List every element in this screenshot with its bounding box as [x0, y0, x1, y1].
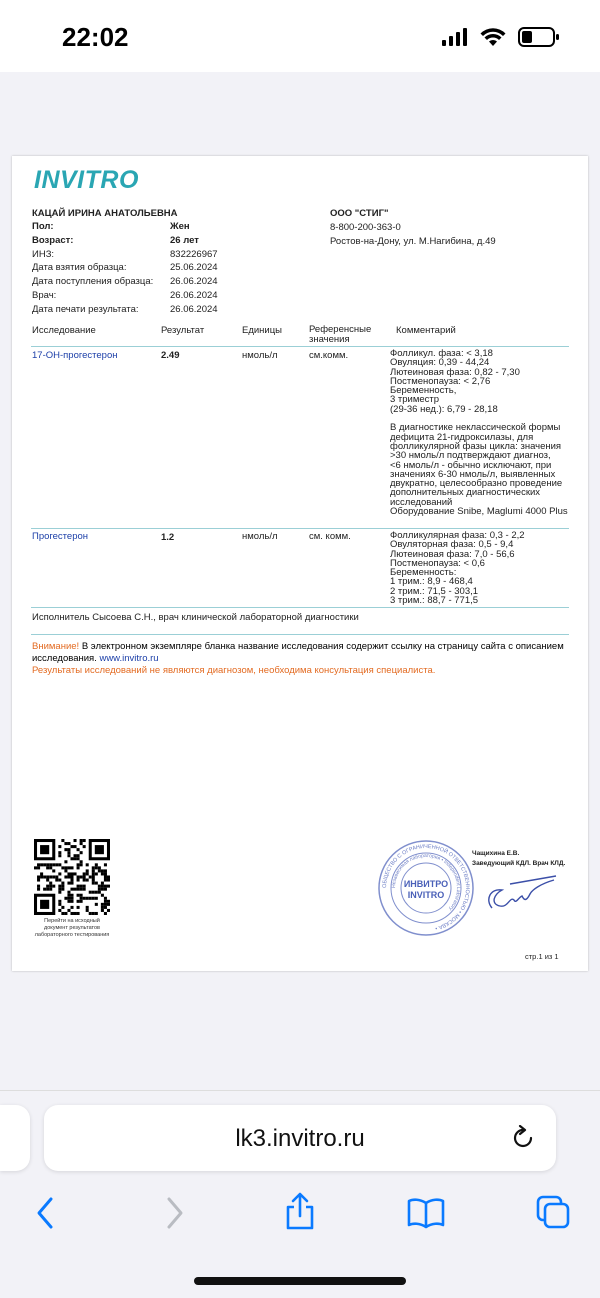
wifi-icon	[480, 28, 506, 47]
patient-values	[170, 221, 218, 318]
address-bar[interactable]	[44, 1105, 556, 1171]
svg-text:ОБЩЕСТВО С ОГРАНИЧЕННОЙ ОТВЕТС: ОБЩЕСТВО С ОГРАНИЧЕННОЙ ОТВЕТСТВЕННОСТЬЮ • МОСКВА •	[381, 843, 471, 931]
lab-result-document	[12, 156, 588, 971]
header-study: Исследование	[32, 325, 96, 336]
header-divider	[31, 346, 569, 347]
share-icon[interactable]	[284, 1191, 316, 1231]
battery-icon	[518, 27, 560, 47]
header-reference: Референсные значения	[309, 324, 372, 345]
url-text: lk3.invitro.ru	[235, 1125, 365, 1152]
patient-field-label: Возраст:	[32, 234, 74, 246]
org-address: Ростов-на-Дону, ул. М.Нагибина, д.49	[330, 236, 496, 247]
previous-tab-card[interactable]	[0, 1105, 30, 1171]
qr-code-icon[interactable]	[34, 839, 110, 915]
disclaimer-text: Результаты исследований не являются диагнозом, необходима консультация специалиста.	[32, 665, 436, 676]
patient-field-label: Дата поступления образца:	[32, 276, 154, 288]
result-value: 1.2	[161, 532, 175, 543]
row-divider	[31, 528, 569, 529]
patient-field-value: 26.06.2024	[170, 289, 218, 301]
section-divider	[31, 634, 569, 635]
bookmarks-icon[interactable]	[406, 1197, 446, 1229]
patient-field-value: 26.06.2024	[170, 276, 218, 288]
reference-value: см.комм.	[309, 350, 349, 361]
patient-field-value: 25.06.2024	[170, 262, 218, 274]
status-bar	[0, 0, 600, 72]
reference-value: см. комм.	[309, 531, 351, 542]
result-value: 2.49	[161, 350, 180, 361]
org-name: ООО "СТИГ"	[330, 208, 389, 219]
patient-field-value: 26 лет	[170, 234, 199, 246]
study-link-progesterone[interactable]: Прогестерон	[32, 531, 89, 542]
signer-name: Чащихина Е.В.	[472, 850, 520, 857]
svg-text:ИНВИТРО: ИНВИТРО	[403, 879, 449, 889]
signature-icon	[480, 870, 560, 920]
patient-fields	[32, 221, 153, 318]
attention-text: В электронном экземпляре бланка название исследования содержит ссылку на страницу сайта с описанием исследования.	[32, 641, 564, 664]
status-time: 22:02	[62, 22, 129, 52]
svg-text:Независимая лаборатория • Inde: Независимая лаборатория • Independent Laboratory	[390, 852, 462, 912]
back-icon[interactable]	[34, 1195, 56, 1231]
header-units: Единицы	[242, 325, 283, 336]
comment-text: Фолликул. фаза: < 3,18 Овуляция: 0,39 - 44,24 Лютеиновая фаза: 0,82 - 7,30 Постменопауза: < 2,76 Беременность, 3 триместр (29-36 нед.): 6,79 - 28,18 В диагностике неклассической формы дефицита 21-гидроксилазы, для фолликулярной фазы цикла: значения >30 нмоль/л подтверждают диагноз, <6 нмоль/л - обычно исключают, при значениях 6-30 нмоль/л, выявленных двукратно, целесообразно проведение дополнительных диагностических исследований Оборудование Snibe, Maglumi 4000 Plus	[390, 348, 568, 518]
units-value: нмоль/л	[242, 350, 278, 361]
patient-name: КАЦАЙ ИРИНА АНАТОЛЬЕВНА	[32, 208, 178, 219]
forward-icon[interactable]	[164, 1195, 186, 1231]
signer-role: Заведующий КДЛ. Врач КЛД.	[472, 860, 566, 867]
page-number: стр.1 из 1	[525, 952, 559, 961]
invitro-stamp-icon	[376, 838, 476, 938]
patient-field-value: 832226967	[170, 248, 218, 260]
row-divider	[31, 607, 569, 608]
study-link-17-oh-progesterone[interactable]: 17-ОН-прогестерон	[32, 350, 118, 361]
header-result: Результат	[161, 325, 205, 336]
comment-text: Фолликулярная фаза: 0,3 - 2,2 Овуляторная фаза: 0,5 - 9,4 Лютеиновая фаза: 7,0 - 56,6 Постменопауза: < 0,6 Беременность: 1 трим.: 8,9 - 468,4 2 трим.: 71,5 - 303,1 3 трим.: 88,7 - 771,5	[390, 530, 525, 607]
status-icons	[442, 27, 560, 47]
patient-field-label: Дата печати результата:	[32, 303, 139, 315]
performer-text: Исполнитель Сысоева С.Н., врач клинической лабораторной диагностики	[32, 612, 359, 623]
browser-bottom-bar	[0, 1090, 600, 1298]
tabs-icon[interactable]	[534, 1193, 572, 1231]
home-indicator	[194, 1277, 406, 1285]
invitro-logo: INVITRO	[34, 166, 139, 194]
svg-text:INVITRO: INVITRO	[407, 890, 445, 900]
patient-field-label: Дата взятия образца:	[32, 262, 127, 274]
notice-block	[32, 641, 572, 677]
patient-field-value: Жен	[170, 221, 190, 232]
header-comment: Комментарий	[396, 325, 456, 336]
cellular-signal-icon	[442, 28, 468, 46]
attention-label: Внимание!	[32, 641, 80, 652]
invitro-site-link[interactable]: www.invitro.ru	[99, 653, 159, 664]
patient-field-label: Пол:	[32, 221, 54, 232]
patient-field-label: ИНЗ:	[32, 248, 55, 260]
patient-field-label: Врач:	[32, 289, 57, 301]
qr-caption: Перейти на исходный документ результатов лабораторного тестирования	[34, 918, 110, 938]
patient-field-value: 26.06.2024	[170, 303, 218, 315]
units-value: нмоль/л	[242, 531, 278, 542]
org-phone: 8-800-200-363-0	[330, 222, 401, 233]
reload-icon[interactable]	[510, 1125, 536, 1151]
